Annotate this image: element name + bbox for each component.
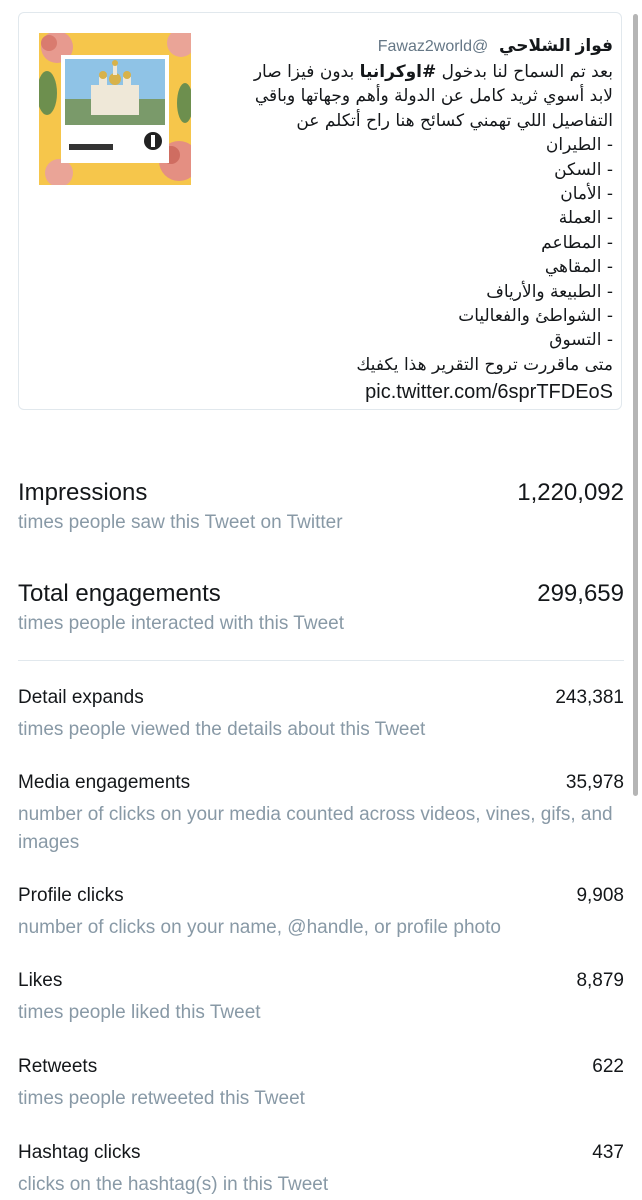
- metric-description: clicks on the hashtag(s) in this Tweet: [18, 1174, 329, 1195]
- metric-description: times people viewed the details about this Tweet: [18, 719, 426, 740]
- metric-value: 1,220,092: [517, 479, 624, 506]
- metric-description: number of clicks on your media counted across videos, vines, gifs, and images: [18, 804, 613, 853]
- tweet-text-line: لابد أسوي ثريد كامل عن الدولة وأهم وجهاتها وباقي: [254, 86, 613, 107]
- tweet-hashtag-link[interactable]: #اوكرانيا: [359, 62, 437, 82]
- tweet-text-line: - التسوق: [549, 330, 613, 351]
- metric-label: Hashtag clicks: [18, 1142, 141, 1163]
- tweet-text-line: متى ماقررت تروح التقرير هذا يكفيك: [356, 354, 613, 375]
- tweet-text-line: بعد تم السماح لنا بدخول #اوكرانيا بدون فيزا صار: [253, 62, 613, 82]
- metric-value: 35,978: [565, 772, 624, 793]
- tweet-author-handle[interactable]: @Fawaz2world: [377, 38, 489, 55]
- tweet-card[interactable]: [18, 12, 622, 410]
- metric-value: 243,381: [555, 687, 624, 708]
- metric-label: Retweets: [18, 1056, 98, 1077]
- metric-label: Impressions: [18, 479, 148, 506]
- metric-value: 437: [592, 1142, 624, 1163]
- metric-value: 8,879: [576, 970, 624, 991]
- tweet-text-line: - الطيران: [545, 135, 613, 156]
- tweet-text: [209, 60, 613, 377]
- tweet-text-line: - المقاهي: [544, 257, 613, 278]
- metric-value: 622: [592, 1056, 624, 1077]
- metric-description: times people retweeted this Tweet: [18, 1088, 305, 1109]
- metric-description: times people interacted with this Tweet: [18, 613, 344, 634]
- tweet-header: [209, 33, 613, 60]
- metric-label: Total engagements: [18, 580, 221, 607]
- tweet-text-line: - السكن: [554, 159, 613, 180]
- metric-label: Media engagements: [18, 772, 191, 793]
- tweet-text-line: - المطاعم: [541, 232, 613, 253]
- metric-description: times people saw this Tweet on Twitter: [18, 512, 343, 533]
- tweet-text-line: - العملة: [558, 208, 613, 229]
- metric-label: Detail expands: [18, 687, 144, 708]
- divider: [18, 660, 624, 661]
- tweet-body: [209, 33, 613, 405]
- metric-label: Likes: [18, 970, 63, 991]
- tweet-author-name[interactable]: فواز الشلاحي: [499, 36, 613, 55]
- tweet-media-thumbnail[interactable]: [39, 33, 191, 185]
- tweet-text-line: - الطبيعة والأرياف: [486, 281, 613, 302]
- tweet-text-line: التفاصيل اللي تهمني كسائح هنا راح أتكلم عن: [296, 110, 613, 131]
- tweet-pic-link[interactable]: pic.twitter.com/6sprTFDEoS: [365, 381, 613, 404]
- ukraine-photo-image: [39, 33, 191, 185]
- metric-label: Profile clicks: [18, 885, 124, 906]
- metric-value: 299,659: [537, 580, 624, 607]
- metric-description: times people liked this Tweet: [18, 1002, 261, 1023]
- tweet-text-line: - الأمان: [560, 184, 613, 205]
- metric-value: 9,908: [576, 885, 624, 906]
- metric-description: number of clicks on your name, @handle, or profile photo: [18, 917, 501, 938]
- tweet-text-line: - الشواطئ والفعاليات: [458, 306, 613, 327]
- scrollbar[interactable]: [633, 14, 638, 796]
